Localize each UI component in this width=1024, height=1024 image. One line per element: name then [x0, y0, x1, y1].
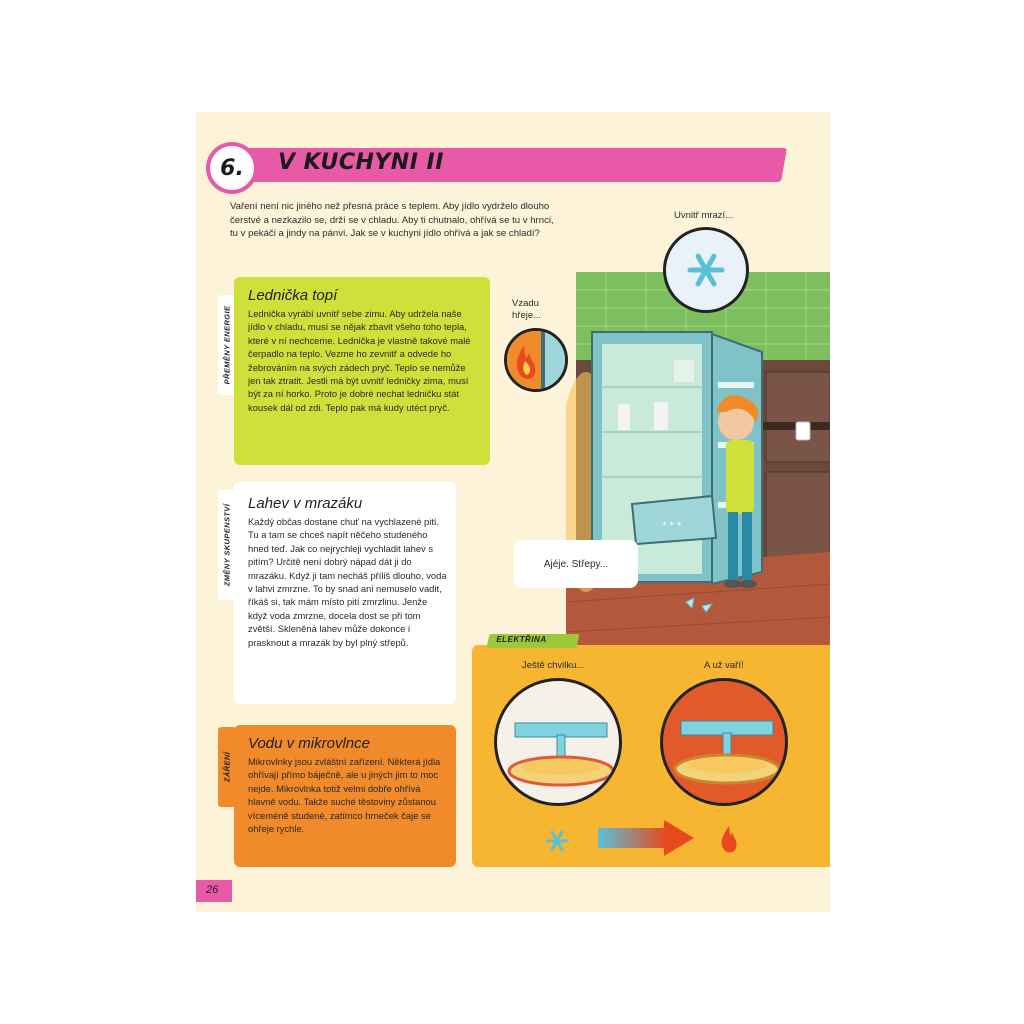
speech-bubble: Ajéje. Střepy... — [514, 540, 638, 588]
microwave-after-caption: A už vaří! — [704, 660, 744, 671]
heating-arrow-icon — [598, 820, 694, 856]
box-fridge-title: Lednička topí — [248, 287, 338, 304]
cold-caption: Uvnitř mrazí... — [674, 210, 734, 221]
microwave-after — [660, 678, 788, 806]
box-microwave-text: Mikrovlnky jsou zvláštní zařízení. Některá jídla ohřívají přímo báječně, ale u jiných jim to moc nejde. Mikrovlnka totiž velmi dobře ohřívá hlavně vodu. Takže suché těstoviny zůstanou víceméně studené, zatímco hrneček čaje se ohřeje rychle. — [248, 756, 441, 835]
warm-caption: Vzadu hřeje... — [512, 298, 542, 321]
warm-bubble — [504, 328, 568, 392]
snowflake-icon — [544, 828, 570, 854]
intro-paragraph: Vaření není nic jiného než přesná práce s teplem. Aby jídlo vydrželo dlouho čerstvé a nezkazilo se, drží se v chladu. Aby ti chutnalo, ohřívá se tu v hrnci, tu v pekáči a jindy na pánvi. Jak se v kuchyni jídlo ohřívá a jak se chladí? — [230, 201, 554, 240]
flame-icon — [507, 331, 568, 392]
box-freezer-title: Lahev v mrazáku — [248, 495, 363, 512]
box-tab-radiation: ZÁŘENÍ — [218, 727, 236, 807]
box-microwave-title: Vodu v mikrovlnce — [248, 735, 370, 752]
snowflake-icon — [686, 250, 726, 290]
box-tab-states: ZMĚNY SKUPENSTVÍ — [218, 490, 236, 600]
chapter-number: 6. — [220, 155, 244, 181]
microwave-before — [494, 678, 622, 806]
page-title: V KUCHYNI II — [278, 150, 444, 175]
kitchen-illustration — [566, 272, 830, 672]
box-tab-energy: PŘEMĚNY ENERGIE — [218, 295, 236, 395]
page-number-tab — [196, 880, 232, 902]
book-page — [196, 112, 830, 912]
cold-bubble — [663, 227, 749, 313]
microwave-before-caption: Ještě chvilku... — [522, 660, 585, 671]
page-number: 26 — [206, 884, 219, 896]
svg-text:* * *: * * * — [662, 521, 682, 531]
chapter-number-badge — [206, 142, 258, 194]
flame-icon — [718, 824, 740, 854]
box-freezer-text: Každý občas dostane chuť na vychlazené pití. Tu a tam se chceš napít něčeho studeného hned teď. Jak co nejrychleji vychladit lahev s pitím? Určitě není dobrý nápad dát ji do mrazáku. Když ji tam necháš příliš dlouho, voda v lahvi zmrzne. To by snad ani nemuselo vadit, říkáš si, tak mám místo pití zmrzlinu. Jenže když voda zmrzne, docela dost se při tom zvětší. Skleněná lahev může dokonce i prasknout a mrazák by byl plný střepů. — [248, 516, 447, 648]
box-fridge-text: Lednička vyrábí uvnitř sebe zimu. Aby udržela naše jídlo v chladu, musí se nějak zbavit všeho toho tepla, které v ní nechceme. Lednička je vlastně takové malé čerpadlo na teplo. Vezme ho zevnitř a odvede ho žebrováním na svých zádech pryč. Teplo se nemůže jen tak ztratit. Jestli má být uvnitř ledničky zima, musí být za ní horko. Proto je dobré nechat ledničku stát kousek dál od zdi. Teplo pak má kudy utéct pryč. — [248, 308, 471, 413]
electricity-tab: ELEKTŘINA — [487, 634, 580, 648]
